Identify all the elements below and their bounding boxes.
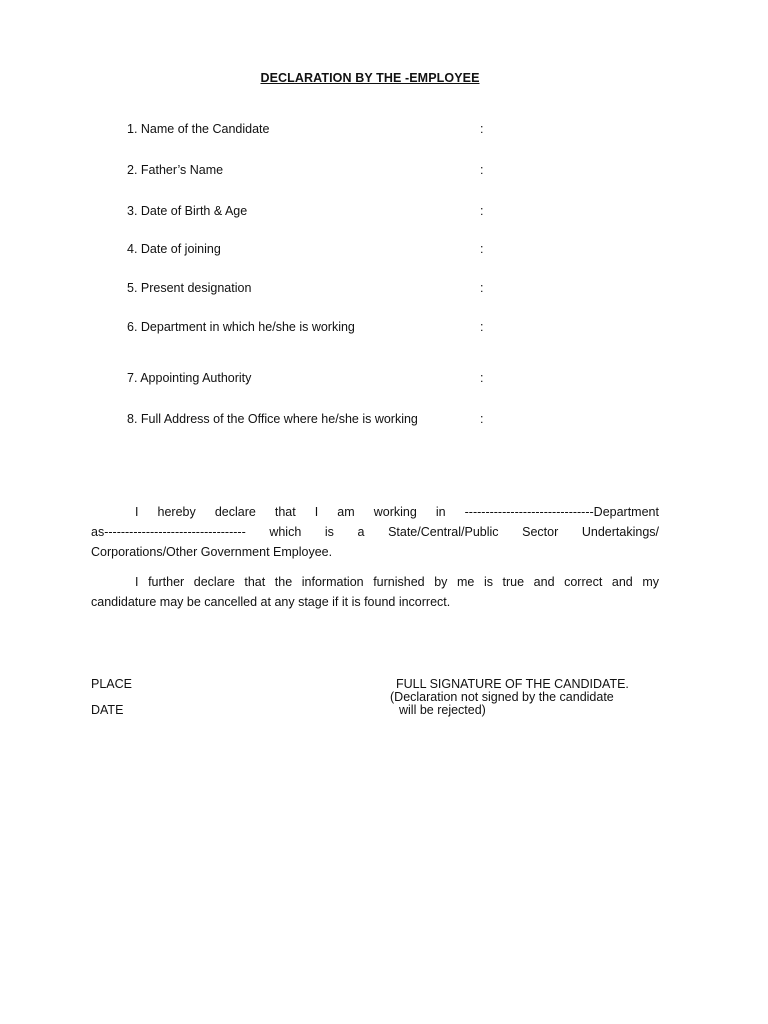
word: is (324, 525, 334, 539)
field-colon: : (480, 163, 484, 177)
word: Sector (522, 525, 559, 539)
field-label: 1. Name of the Candidate (127, 122, 270, 136)
field-appointing-authority (127, 371, 497, 389)
signature-note-line-1: (Declaration not signed by the candidate (390, 690, 614, 704)
word: correct (564, 575, 603, 589)
field-label: 2. Father’s Name (127, 163, 224, 177)
field-candidate-name (127, 122, 497, 140)
word: and (533, 575, 555, 589)
word: State/Central/Public (388, 525, 499, 539)
word: I (314, 505, 319, 519)
word: -------------------------------Department (464, 505, 659, 519)
word: further (148, 575, 185, 589)
declaration-line (91, 572, 659, 592)
field-label: 5. Present designation (127, 281, 252, 295)
word: I (135, 505, 139, 519)
word: working (373, 505, 417, 519)
declaration-line (91, 502, 659, 522)
declaration-line: Corporations/Other Government Employee. (91, 545, 333, 559)
field-fathers-name (127, 163, 497, 181)
field-label: 4. Date of joining (127, 242, 221, 256)
declaration-paragraph-2 (91, 572, 659, 612)
word: true (502, 575, 525, 589)
word: hereby (157, 505, 196, 519)
signature-note-line-2: will be rejected) (399, 703, 486, 717)
word: declare (193, 575, 235, 589)
field-colon: : (480, 122, 484, 136)
field-date-of-birth (127, 204, 497, 222)
field-colon: : (480, 204, 484, 218)
word: which (269, 525, 302, 539)
word: as---------------------------------- (91, 525, 246, 539)
signature-label: FULL SIGNATURE OF THE CANDIDATE. (396, 677, 629, 691)
word: in (435, 505, 446, 519)
word: and (611, 575, 633, 589)
word: a (357, 525, 365, 539)
field-label: 6. Department in which he/she is working (127, 320, 355, 334)
word: that (274, 505, 296, 519)
field-colon: : (480, 412, 484, 426)
field-present-designation (127, 281, 497, 299)
word: furnished (373, 575, 425, 589)
field-office-address (127, 412, 497, 430)
word: by (434, 575, 448, 589)
declaration-line: candidature may be cancelled at any stage if it is found incorrect. (91, 595, 451, 609)
field-colon: : (480, 242, 484, 256)
word: is (483, 575, 493, 589)
declaration-paragraph-1 (91, 502, 659, 562)
field-date-of-joining (127, 242, 497, 260)
field-label: 8. Full Address of the Office where he/she is working (127, 412, 418, 426)
word: declare (214, 505, 256, 519)
field-department (127, 320, 497, 338)
word: me (456, 575, 475, 589)
word: my (642, 575, 659, 589)
word: am (337, 505, 355, 519)
place-label: PLACE (91, 677, 132, 691)
field-label: 3. Date of Birth & Age (127, 204, 248, 218)
date-label: DATE (91, 703, 124, 717)
document-title: DECLARATION BY THE -EMPLOYEE (260, 71, 480, 85)
field-colon: : (480, 281, 484, 295)
word: the (274, 575, 293, 589)
word: information (301, 575, 364, 589)
field-colon: : (480, 320, 484, 334)
field-label: 7. Appointing Authority (127, 371, 252, 385)
field-colon: : (480, 371, 484, 385)
word: Undertakings/ (581, 525, 659, 539)
word: that (244, 575, 266, 589)
word: I (135, 575, 139, 589)
declaration-line (91, 522, 659, 542)
